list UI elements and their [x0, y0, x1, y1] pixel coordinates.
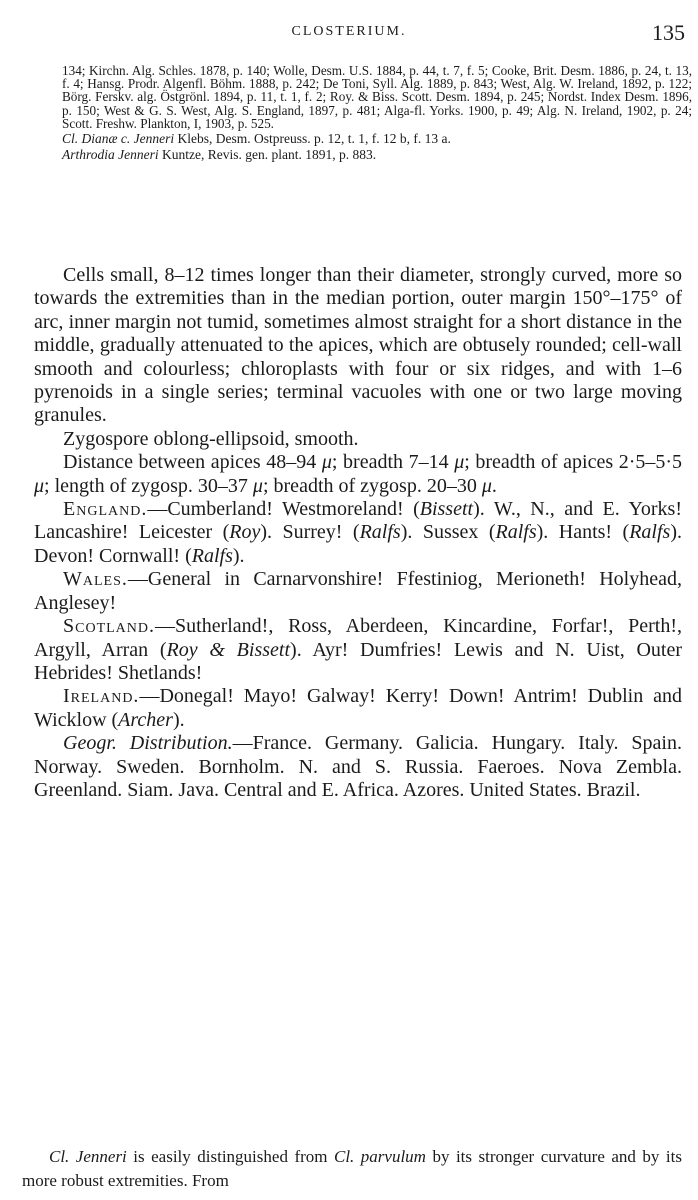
distribution-wales — [34, 568, 682, 615]
collector-name: Bissett — [419, 498, 474, 521]
wales-text: —General in Carnarvonshire! Ffestiniog, Merioneth! Holyhead, Anglesey! — [34, 568, 682, 614]
synonym-1-ref: Klebs, Desm. Ostpreuss. p. 12, t. 1, f. 12 b, f. 13 a. — [174, 131, 451, 147]
dim-end: . — [491, 474, 497, 497]
geographic-text: —France. Germany. Galicia. Hungary. Italy. Spain. Norway. Sweden. Bornholm. N. and S. Russia. Faeroes. Nova Zembla. Greenland. Siam. Java. Central and E. Africa. Azores. United States. Brazil. — [34, 732, 682, 801]
region-label: Ireland. — [63, 685, 140, 708]
closing-note — [22, 1145, 682, 1193]
england-text: ). Hants! ( — [536, 521, 630, 544]
collector-name: Roy & Bissett — [166, 638, 291, 661]
synonym-2 — [62, 147, 692, 163]
micron-unit: μ — [454, 451, 465, 474]
region-label: Wales. — [63, 568, 128, 591]
synonym-1 — [62, 131, 692, 147]
synonyms — [62, 131, 692, 162]
citation-list: 134; Kirchn. Alg. Schles. 1878, p. 140; Wolle, Desm. U.S. 1884, p. 44, t. 7, f. 5; Cooke, Brit. Desm. 1886, p. 24, t. 13, f. 4; Hansg. Prodr. Algenfl. Böhm. 1888, p. 242; De Toni, Syll. Alg. 1889, p. 843; West, Alg. W. Ireland, 1892, p. 122; Börg. Ferskv. alg. Östgrönl. 1894, p. 11, t. 1, f. 2; Roy. & Biss. Scott. Desm. 1894, p. 245; Nordst. Index Desm. 1896, p. 150; West & G. S. West, Alg. S. England, 1897, p. 481; Alga-fl. Yorks. 1900, p. 49; Alg. N. Ireland, 1902, p. 24; Scott. Freshw. Plankton, I, 1903, p. 525. — [62, 63, 692, 131]
distribution-geographic — [34, 732, 682, 802]
england-text: ). W., N., and E. Yorks! Lancashire! Leicester ( — [34, 498, 682, 544]
micron-unit: μ — [321, 451, 332, 474]
scotland-text: ). Ayr! Dumfries! Lewis and N. Uist, Outer Hebrides! Shetlands! — [34, 638, 682, 684]
micron-unit: μ — [252, 474, 263, 497]
references-block — [62, 64, 692, 162]
dim-breadth: ; breadth 7–14 — [331, 451, 449, 474]
running-head — [0, 20, 698, 54]
collector-name: Archer — [118, 708, 173, 731]
dimensions — [34, 451, 682, 498]
zygospore-description: Zygospore oblong-ellipsoid, smooth. — [63, 427, 359, 450]
micron-unit: μ — [481, 474, 492, 497]
ireland-text: —Donegal! Mayo! Galway! Kerry! Down! Antrim! Dublin and Wicklow ( — [34, 685, 682, 731]
dim-apices: Distance between apices 48–94 — [63, 451, 317, 474]
species-text — [34, 264, 682, 802]
dim-zygo-length: ; length of zygosp. 30–37 — [44, 474, 248, 497]
species-name: Cl. parvulum — [333, 1147, 426, 1166]
collector-name: Ralfs — [359, 521, 401, 544]
england-text: ). Surrey! ( — [260, 521, 360, 544]
synonym-1-name: Cl. Dianæ c. Jenneri — [62, 131, 175, 147]
england-text: —Cumberland! Westmoreland! ( — [147, 498, 420, 521]
synonym-2-name: Arthrodia Jenneri — [62, 146, 159, 162]
ireland-text: ). — [172, 708, 185, 731]
page-number: 135 — [652, 20, 685, 45]
collector-name: Ralfs — [629, 521, 671, 544]
micron-unit: μ — [34, 474, 45, 497]
collector-name: Roy — [229, 521, 261, 544]
distribution-ireland — [34, 685, 682, 732]
region-label: England. — [63, 498, 148, 521]
closing-text: by its stronger curvature and by its more robust extremities. From — [22, 1147, 682, 1190]
collector-name: Ralfs — [191, 544, 233, 567]
distribution-england — [34, 498, 682, 568]
england-text: ). Sussex ( — [400, 521, 496, 544]
region-label: Scotland. — [63, 615, 156, 638]
dim-zygo-breadth: ; breadth of zygosp. 20–30 — [262, 474, 477, 497]
closing-text: is easily distinguished from — [126, 1147, 334, 1166]
region-label: Geogr. Distribution. — [63, 732, 233, 755]
cell-description: Cells small, 8–12 times longer than their diameter, strongly curved, more so towards the extremities than in the median portion, outer margin 150°–175° of arc, inner margin not tumid, sometimes almost straight for a short distance in the middle, gradually attenuated to the apices, which are obtusely rounded; cell-wall smooth and colourless; chloroplasts with four or six ridges, and with 1–6 pyrenoids in a single series; terminal vacuoles with one or two large moving granules. — [34, 264, 682, 427]
collector-name: Ralfs — [495, 521, 537, 544]
england-text: ). — [232, 544, 245, 567]
england-text: ). Devon! Cornwall! ( — [34, 521, 682, 567]
scotland-text: —Sutherland!, Ross, Aberdeen, Kincardine, Forfar!, Perth!, Argyll, Arran ( — [34, 615, 682, 661]
distribution-scotland — [34, 615, 682, 685]
species-name: Cl. Jenneri — [49, 1147, 127, 1166]
dim-breadth-apices: ; breadth of apices 2·5–5·5 — [464, 451, 683, 474]
running-title: CLOSTERIUM. — [291, 24, 407, 39]
synonym-2-ref: Kuntze, Revis. gen. plant. 1891, p. 883. — [158, 146, 377, 162]
